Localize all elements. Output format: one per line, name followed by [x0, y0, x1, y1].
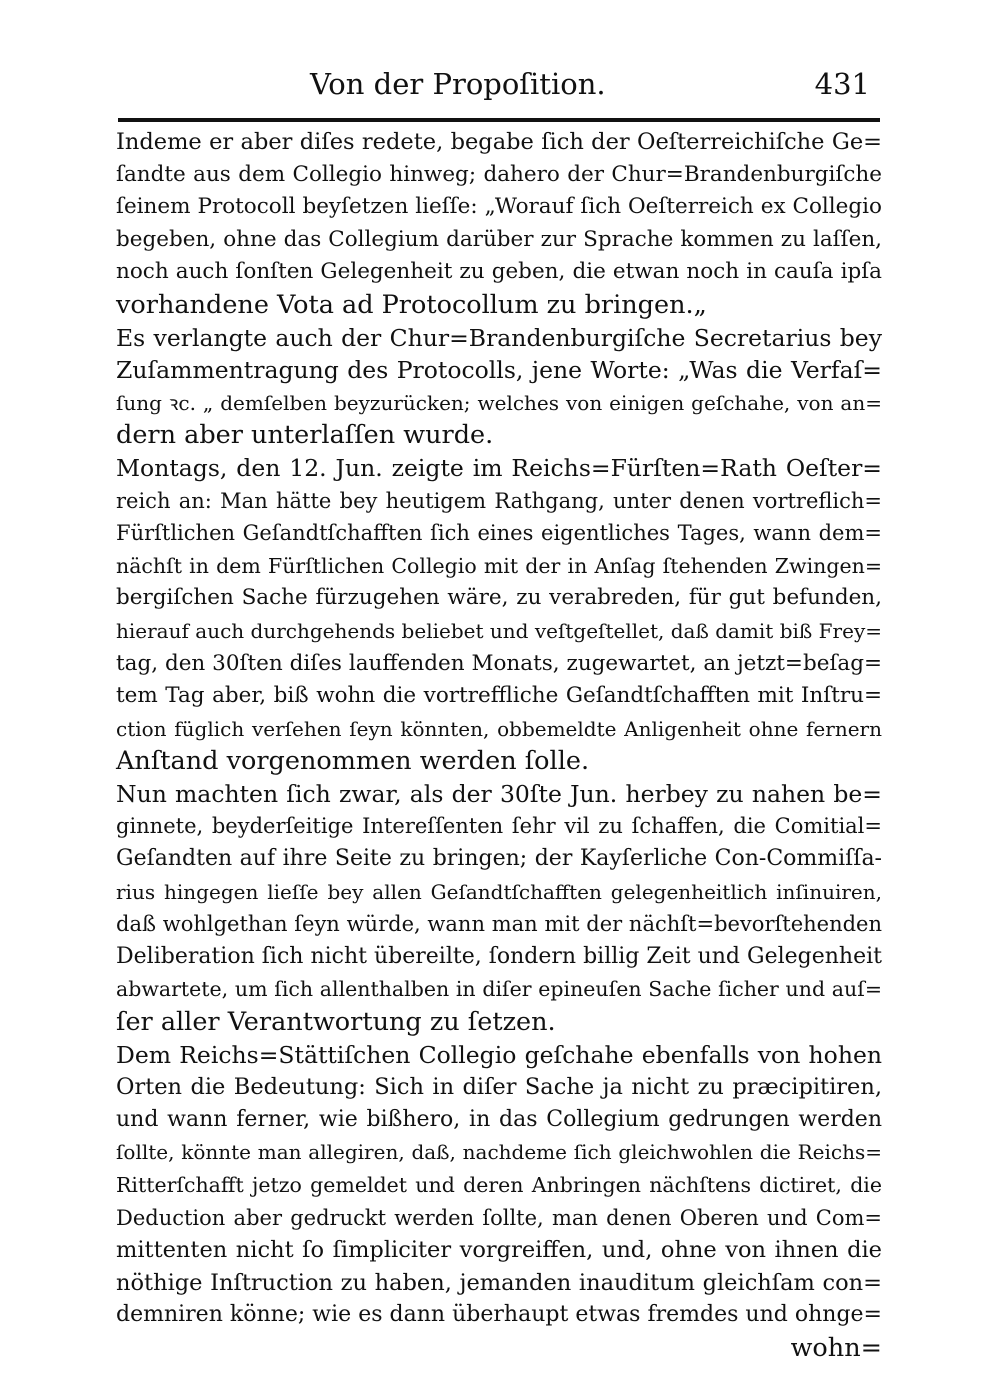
text-line: Nun machten ſich zwar, als der 30ſte Jun. herbey zu nahen be=	[116, 779, 882, 808]
text-line: Ritterſchafft jetzo gemeldet und deren Anbringen nächſtens dictiret, die	[116, 1173, 882, 1197]
text-line: abwartete, um ſich allenthalben in diſer epineuſen Sache ſicher und auſ=	[116, 977, 882, 1002]
text-line: Fürſtlichen Geſandtſchafften ſich eines eigentliches Tages, wann dem=	[116, 521, 882, 546]
header-rule	[118, 118, 880, 122]
catchword: wohn=	[790, 1332, 882, 1363]
text-line: begeben, ohne das Collegium darüber zur Sprache kommen zu laſſen,	[116, 226, 882, 252]
text-line: Anſtand vorgenommen werden ſolle.	[116, 746, 590, 777]
text-line: Deduction aber gedruckt werden ſollte, man denen Oberen und Com=	[116, 1205, 882, 1230]
text-line: ction füglich verſehen ſeyn könnten, obbemeldte Anligenheit ohne fernern	[116, 716, 882, 741]
text-line: noch auch ſonſten Gelegenheit zu geben, die etwan noch in cauſa ipſa	[116, 259, 882, 285]
text-line: tag, den 30ſten diſes lauffenden Monats, zugewartet, an jetzt=beſag=	[116, 650, 882, 676]
text-line: Es verlangte auch der Chur=Brandenburgiſche Secretarius bey	[116, 323, 882, 352]
text-line: Deliberation ſich nicht übereilte, ſondern billig Zeit und Gelegenheit	[116, 943, 882, 969]
text-line: vorhandene Vota ad Protocollum zu bringen.„	[116, 289, 707, 320]
text-line: reich an: Man hätte bey heutigem Rathgang, unter denen vortreflich=	[116, 488, 882, 513]
header-title: Von der Propoſition.	[310, 67, 606, 101]
text-line: ſollte, könnte man allegiren, daß, nachdeme ſich gleichwohlen die Reichs=	[116, 1140, 882, 1165]
text-line: demniren könne; wie es dann überhaupt etwas fremdes und ohnge=	[116, 1302, 882, 1328]
text-line: ſung ꝛc. „ demſelben beyzurücken; welches von einigen geſchahe, von an=	[116, 390, 882, 415]
text-line: ſandte aus dem Collegio hinweg; dahero der Chur=Brandenburgiſche	[116, 161, 882, 187]
text-line: mittenten nicht ſo ſimpliciter vorgreiffen, und, ohne von ihnen die	[116, 1237, 882, 1264]
text-line: dern aber unterlaſſen wurde.	[116, 420, 494, 451]
text-line: Zuſammentragung des Protocolls, jene Worte: „Was die Verfaſ=	[116, 356, 882, 385]
text-line: rius hingegen lieſſe bey allen Geſandtſchafften gelegenheitlich inſinuiren,	[116, 879, 882, 904]
text-line: ſer aller Verantwortung zu ſetzen.	[116, 1007, 556, 1038]
text-line: und wann ferner, wie bißhero, in das Collegium gedrungen werden	[116, 1106, 882, 1132]
text-line: Orten die Bedeutung: Sich in diſer Sache ja nicht zu præcipitiren,	[116, 1074, 882, 1101]
text-line: daß wohlgethan ſeyn würde, wann man mit der nächſt=bevorſtehenden	[116, 912, 882, 937]
text-line: hierauf auch durchgehends beliebet und veſtgeſtellet, daß damit biß Frey=	[116, 618, 882, 643]
running-header	[310, 62, 870, 106]
text-line: tem Tag aber, biß wohn die vortreffliche Geſandtſchafften mit Inſtru=	[116, 683, 882, 709]
text-line: ſeinem Protocoll beyſetzen lieſſe: „Worauf ſich Oeſterreich ex Collegio	[116, 194, 882, 220]
page-number: 431	[814, 67, 870, 101]
text-line: nächſt in dem Fürſtlichen Collegio mit der in Anſag ſtehenden Zwingen=	[116, 553, 882, 578]
text-line: Montags, den 12. Jun. zeigte im Reichs=Fürſten=Rath Oeſter=	[116, 453, 882, 482]
text-line: Dem Reichs=Stättiſchen Collegio geſchahe ebenfalls von hohen	[116, 1040, 882, 1069]
text-line: Indeme er aber diſes redete, begabe ſich der Oeſterreichiſche Ge=	[116, 129, 882, 155]
text-line: nöthige Inſtruction zu haben, jemanden inauditum gleichſam con=	[116, 1269, 882, 1296]
text-line: ginnete, beyderſeitige Intereſſenten ſehr vil zu ſchaffen, die Comitial=	[116, 814, 882, 839]
text-line: bergiſchen Sache fürzugehen wäre, zu verabreden, für gut befunden,	[116, 585, 882, 611]
body-text	[116, 126, 882, 1365]
text-line: Geſandten auf ihre Seite zu bringen; der Kayſerliche Con-Commiſſa-	[116, 846, 882, 872]
